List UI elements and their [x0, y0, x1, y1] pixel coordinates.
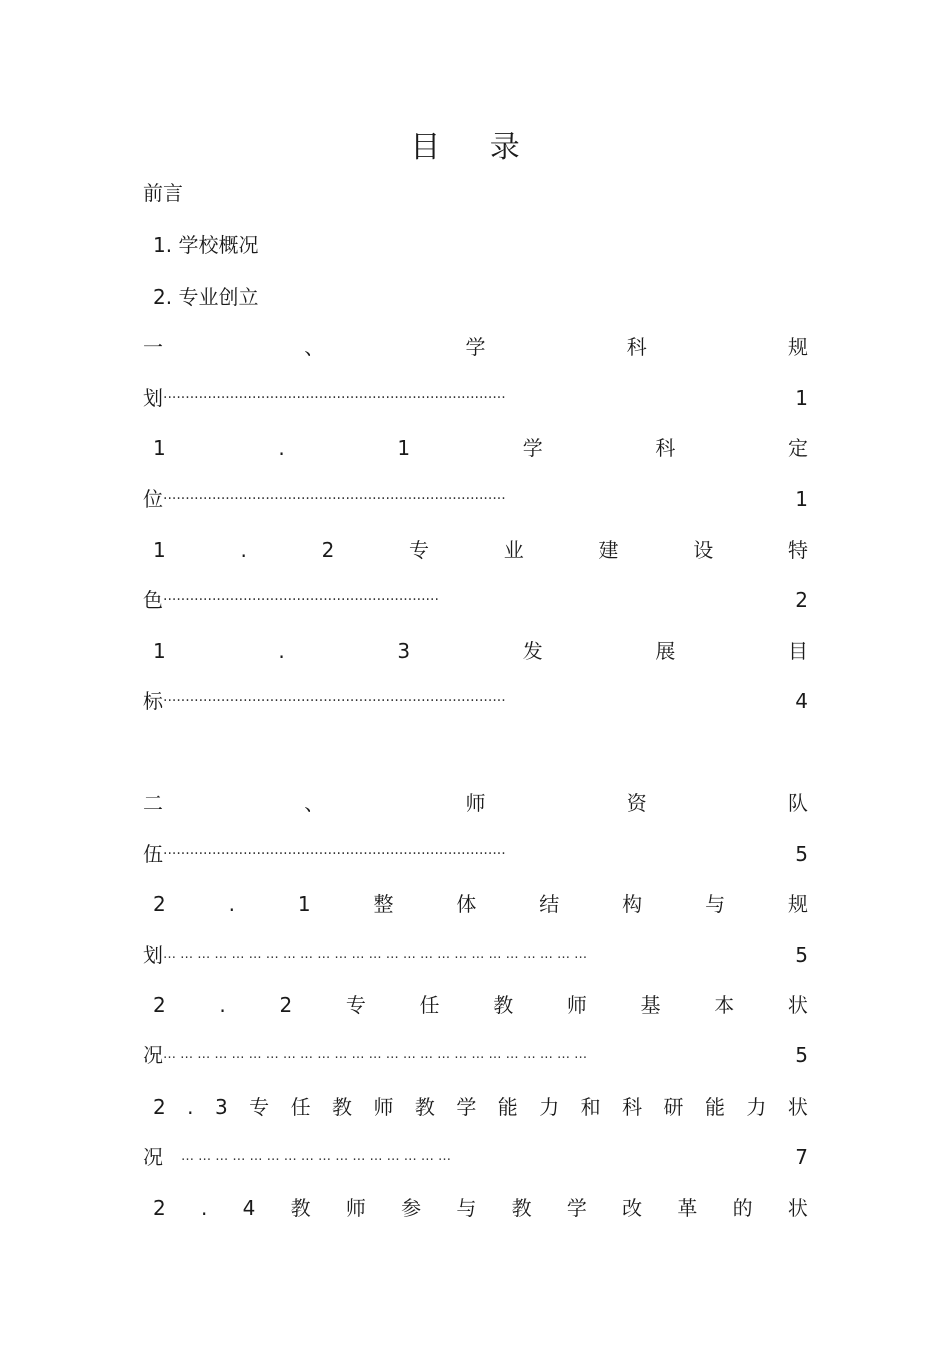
dot-leader: ············································································· — [163, 846, 506, 862]
toc-leader-2-3: 况 … … … … … … … … … … … … … … … … 7 — [143, 1142, 808, 1172]
toc-heading-2-1: 2 . 1 整 体 结 构 与 规 — [153, 892, 808, 916]
toc-leader-2-1: 划 … … … … … … … … … … … … … … … … … … … … … … … … … 5 — [143, 940, 808, 970]
dot-leader: ············································································· — [163, 693, 506, 709]
toc-leader-2-2: 况 … … … … … … … … … … … … … … … … … … … … … … … … … 5 — [143, 1040, 808, 1070]
toc-leader-1-2: 色 ······························································ 2 — [143, 585, 808, 615]
page-number: 1 — [795, 386, 808, 410]
page-title: 目 录 — [410, 130, 540, 165]
page-number: 5 — [795, 943, 808, 967]
toc-heading-2-4: 2 . 4 教 师 参 与 教 学 改 革 的 状 — [153, 1196, 808, 1220]
toc-heading-1-1: 1 . 1 学 科 定 — [153, 436, 808, 460]
page-number: 5 — [795, 1043, 808, 1067]
toc-leader-1-3: 标 ············································································· 4 — [143, 686, 808, 716]
toc-heading-1-2: 1 . 2 专 业 建 设 特 — [153, 538, 808, 562]
page-number: 4 — [795, 689, 808, 713]
dot-leader: ············································································· — [163, 390, 506, 406]
toc-item-school: 1. 学校概况 — [153, 233, 259, 257]
dot-leader: ······························································ — [163, 592, 439, 608]
page-number: 1 — [795, 487, 808, 511]
toc-leader-2: 伍 ············································································· 5 — [143, 839, 808, 869]
toc-item-major: 2. 专业创立 — [153, 285, 259, 309]
dot-leader: ············································································· — [163, 491, 506, 507]
preface-label: 前言 — [143, 181, 183, 205]
dot-leader: … … … … … … … … … … … … … … … … … … … … … … … … … — [163, 1047, 588, 1062]
page-number: 5 — [795, 842, 808, 866]
toc-heading-2-2: 2 . 2 专 任 教 师 基 本 状 — [153, 993, 808, 1017]
page-number: 2 — [795, 588, 808, 612]
toc-heading-2: 二 、 师 资 队 — [143, 791, 808, 815]
toc-heading-1: 一 、 学 科 规 — [143, 335, 808, 359]
toc-heading-2-3: 2 . 3 专 任 教 师 教 学 能 力 和 科 研 能 力 状 — [153, 1095, 808, 1119]
dot-leader: … … … … … … … … … … … … … … … … — [181, 1149, 451, 1164]
toc-heading-1-3: 1 . 3 发 展 目 — [153, 639, 808, 663]
page-number: 7 — [795, 1145, 808, 1169]
toc-leader-1: 划 ············································································· 1 — [143, 383, 808, 413]
toc-leader-1-1: 位 ············································································· 1 — [143, 484, 808, 514]
dot-leader: … … … … … … … … … … … … … … … … … … … … … … … … … — [163, 947, 588, 962]
